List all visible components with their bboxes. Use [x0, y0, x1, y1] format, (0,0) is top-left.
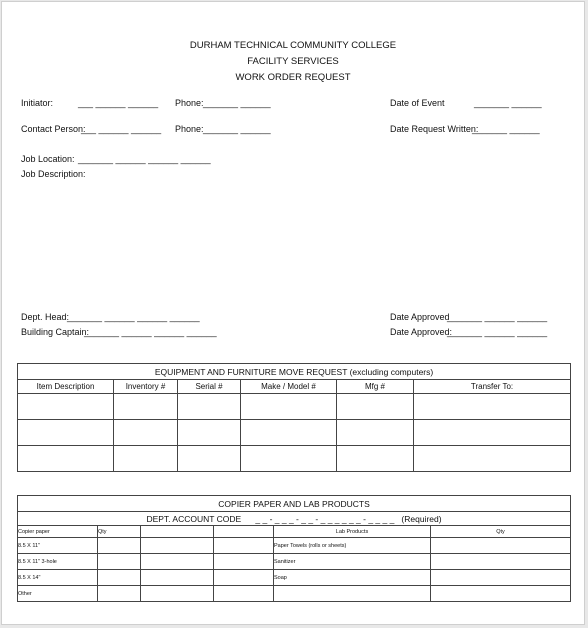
table-cell[interactable] — [214, 538, 274, 554]
date-of-event-field[interactable]: _______ ______ — [474, 98, 542, 108]
table-row — [18, 586, 571, 602]
job-location-label: Job Location: — [21, 154, 75, 164]
table-cell[interactable] — [98, 570, 141, 586]
form-title: WORK ORDER REQUEST — [235, 72, 351, 83]
table-cell[interactable] — [214, 570, 274, 586]
account-code-row — [18, 512, 571, 526]
copier-paper-table — [17, 495, 571, 602]
date-approved-label-2: Date Approved: — [390, 327, 453, 337]
account-code-label: DEPT. ACCOUNT CODE — [146, 513, 242, 524]
table-cell[interactable] — [18, 394, 114, 420]
table-cell[interactable] — [114, 420, 178, 446]
table-cell[interactable] — [98, 554, 141, 570]
table-cell[interactable] — [98, 586, 141, 602]
date-request-written-field[interactable]: _______ ______ — [472, 124, 540, 134]
table-row — [18, 446, 571, 472]
move-request-table — [17, 363, 571, 472]
account-code-field[interactable]: _ _ - _ _ _ - _ _ - _ _ _ _ _ _ - _ _ _ _ — [255, 513, 395, 524]
table-cell[interactable] — [114, 446, 178, 472]
building-captain-label: Building Captain: — [21, 327, 90, 337]
table-cell[interactable] — [414, 394, 571, 420]
job-description-label: Job Description: — [21, 169, 86, 179]
lab-product: Soap — [274, 570, 431, 586]
date-of-event-label: Date of Event — [390, 98, 445, 108]
job-location-field[interactable]: _______ ______ ______ ______ — [78, 154, 211, 164]
table-cell[interactable] — [214, 586, 274, 602]
date-approved-label: Date Approved — [390, 312, 450, 322]
date-approved-field[interactable]: _______ ______ ______ — [447, 312, 548, 322]
table-cell[interactable] — [178, 394, 241, 420]
phone-label: Phone: — [175, 98, 204, 108]
dept-head-field[interactable]: _______ ______ ______ ______ — [67, 312, 200, 322]
paper-size: Other — [18, 586, 98, 602]
table-cell[interactable] — [431, 554, 571, 570]
table-cell[interactable] — [431, 538, 571, 554]
dept-head-label: Dept. Head: — [21, 312, 70, 322]
table-cell[interactable] — [414, 446, 571, 472]
col-serial: Serial # — [178, 380, 241, 394]
col-qty: Qty — [98, 526, 141, 538]
table-cell[interactable] — [414, 420, 571, 446]
date-request-written-label: Date Request Written: — [390, 124, 479, 134]
table-cell[interactable] — [98, 538, 141, 554]
date-approved-field-2[interactable]: _______ ______ ______ — [447, 327, 548, 337]
contact-person-field[interactable]: ___ ______ ______ — [81, 124, 162, 134]
col-mfg: Mfg # — [337, 380, 414, 394]
lab-product: Sanitizer — [274, 554, 431, 570]
table-cell[interactable] — [241, 394, 337, 420]
phone-label-2: Phone: — [175, 124, 204, 134]
col-lab-products: Lab Products — [274, 526, 431, 538]
table-cell[interactable] — [178, 420, 241, 446]
paper-size: 8.5 X 14" — [18, 570, 98, 586]
table-cell[interactable] — [431, 570, 571, 586]
table-cell[interactable] — [141, 554, 214, 570]
lab-product — [274, 586, 431, 602]
col-transfer-to: Transfer To: — [414, 380, 571, 394]
copier-table-title: COPIER PAPER AND LAB PRODUCTS — [18, 496, 571, 512]
table-cell[interactable] — [141, 538, 214, 554]
table-row — [18, 394, 571, 420]
table-cell[interactable] — [141, 570, 214, 586]
table-cell[interactable] — [214, 554, 274, 570]
table-row — [18, 570, 571, 586]
table-row — [18, 554, 571, 570]
table-cell[interactable] — [18, 420, 114, 446]
table-row — [18, 538, 571, 554]
table-cell[interactable] — [337, 446, 414, 472]
table-cell[interactable] — [337, 420, 414, 446]
phone-field[interactable]: _______ ______ — [203, 98, 271, 108]
college-name: DURHAM TECHNICAL COMMUNITY COLLEGE — [189, 40, 397, 51]
col-inventory: Inventory # — [114, 380, 178, 394]
required-label: (Required) — [401, 513, 442, 524]
paper-size: 8.5 X 11" — [18, 538, 98, 554]
lab-product: Paper Towels (rolls or sheets) — [274, 538, 431, 554]
table-cell[interactable] — [18, 446, 114, 472]
table-cell[interactable] — [141, 586, 214, 602]
initiator-field[interactable]: ___ ______ ______ — [78, 98, 159, 108]
table-cell[interactable] — [431, 586, 571, 602]
table-cell[interactable] — [114, 394, 178, 420]
contact-person-label: Contact Person: — [21, 124, 86, 134]
building-captain-field[interactable]: _______ ______ ______ ______ — [84, 327, 217, 337]
col-qty-2: Qty — [431, 526, 571, 538]
department-name: FACILITY SERVICES — [247, 56, 339, 67]
phone-field-2[interactable]: _______ ______ — [203, 124, 271, 134]
col-make-model: Make / Model # — [241, 380, 337, 394]
initiator-label: Initiator: — [21, 98, 54, 108]
col-item-description: Item Description — [18, 380, 114, 394]
paper-size: 8.5 X 11" 3-hole — [18, 554, 98, 570]
form-page — [1, 1, 585, 625]
table-cell[interactable] — [241, 420, 337, 446]
move-table-title: EQUIPMENT AND FURNITURE MOVE REQUEST (excluding computers) — [18, 364, 571, 380]
table-cell[interactable] — [178, 446, 241, 472]
table-cell[interactable] — [337, 394, 414, 420]
table-cell[interactable] — [241, 446, 337, 472]
col-copier-paper: Copier paper — [18, 526, 98, 538]
table-row — [18, 420, 571, 446]
